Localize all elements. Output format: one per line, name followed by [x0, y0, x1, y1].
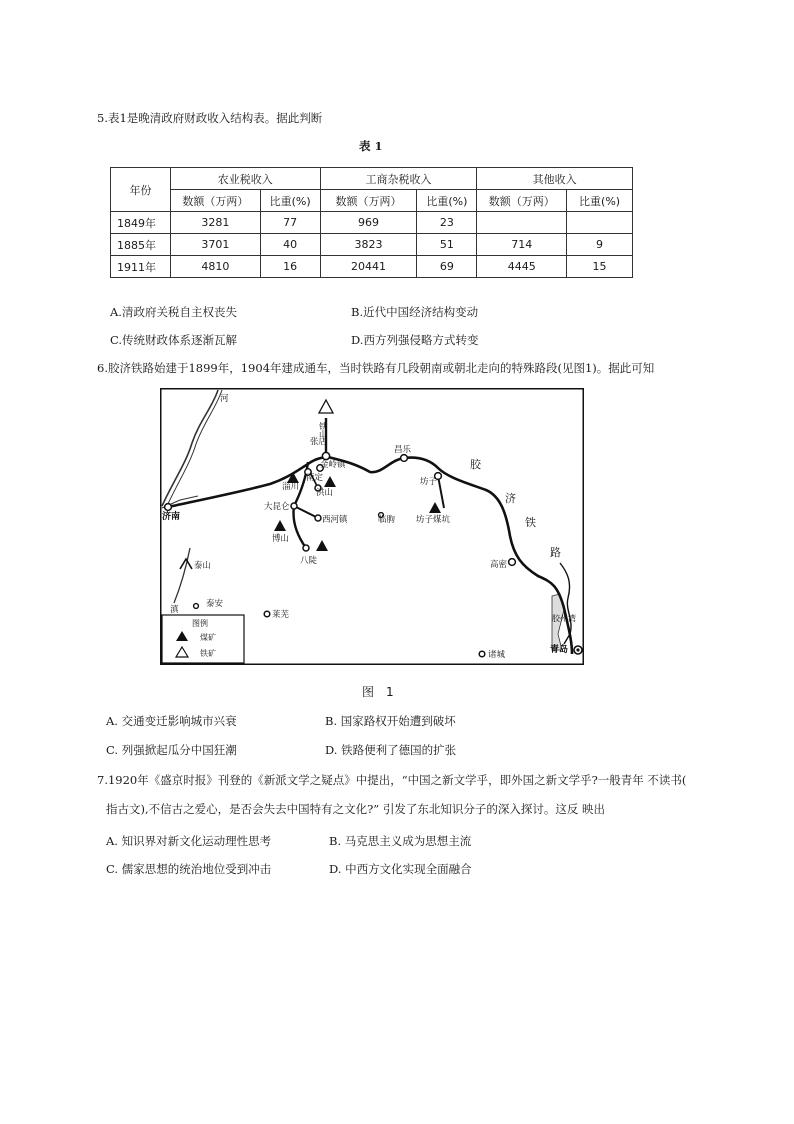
label-fangzi: 坊子: [420, 477, 438, 487]
legend-coal-label: 煤矿: [200, 633, 216, 642]
table-cell: 3823: [320, 234, 417, 256]
station-bapo: [303, 545, 309, 551]
label-gaomi: 高密: [490, 560, 508, 570]
table-cell: 9: [567, 234, 633, 256]
q5-stem: 5.表1是晚清政府财政收入结构表。据此判断: [97, 111, 323, 125]
label-changle: 昌乐: [394, 445, 412, 455]
table-cell: [567, 212, 633, 234]
label-taishan: 泰山: [194, 561, 212, 571]
q7-option-c[interactable]: C. 儒家思想的统治地位受到冲击: [106, 862, 272, 876]
subheader: 数额（万两）: [320, 190, 417, 212]
table-cell: 969: [320, 212, 417, 234]
label-zhucheng: 诸城: [488, 650, 506, 660]
label-jiaozhouwan: 胶州湾: [552, 614, 576, 623]
table-cell: 69: [417, 256, 477, 278]
table-cell: 15: [567, 256, 633, 278]
label-dakunlun: 大昆仑: [264, 502, 290, 512]
label-ji: 济: [505, 492, 516, 505]
station-dakunlun: [291, 503, 297, 509]
table-cell: 4445: [477, 256, 567, 278]
table-row: [111, 234, 633, 256]
label-xihezhen: 西河镇: [322, 515, 348, 525]
table-row: [111, 256, 633, 278]
station-jinan: [165, 504, 172, 511]
group-header: 工商杂税收入: [320, 168, 477, 190]
label-river: 河: [220, 394, 229, 404]
q5-option-c[interactable]: C.传统财政体系逐渐瓦解: [110, 333, 238, 347]
q6-option-b[interactable]: B. 国家路权开始遭到破坏: [325, 714, 456, 728]
table-cell: 40: [260, 234, 320, 256]
legend-title: 图例: [192, 619, 208, 628]
table-cell: 23: [417, 212, 477, 234]
q7-option-b[interactable]: B. 马克思主义成为思想主流: [329, 834, 472, 848]
figure-caption: 图 1: [362, 685, 394, 699]
table-cell: [477, 212, 567, 234]
city-laiwu: [264, 611, 270, 617]
q5-option-a[interactable]: A.清政府关税自主权丧失: [110, 305, 237, 319]
q5-option-b[interactable]: B.近代中国经济结构变动: [351, 305, 479, 319]
q7-stem-line2: 指古文),不信古之爱心，是否会失去中国特有之文化?” 引发了东北知识分子的深入探讨。这反 映出: [106, 802, 605, 816]
label-linqu: 临朐: [378, 515, 396, 525]
station-xihezhen: [315, 515, 321, 521]
label-jinlingzhen: 金岭镇: [320, 460, 346, 470]
city-zhucheng: [479, 651, 485, 657]
table-cell: 16: [260, 256, 320, 278]
label-bapo: 八陡: [300, 556, 318, 566]
q6-option-a[interactable]: A. 交通变迁影响城市兴衰: [106, 714, 237, 728]
subheader: 比重(%): [567, 190, 633, 212]
subheader: 数额（万两）: [477, 190, 567, 212]
label-tieshan: 铁山: [318, 422, 328, 438]
group-header: 农业税收入: [170, 168, 320, 190]
subheader: 比重(%): [417, 190, 477, 212]
label-bay-frag: 滇: [170, 605, 179, 615]
station-qingdao-dot: [576, 648, 579, 651]
q5-table-title: 表 1: [359, 139, 383, 153]
q7-option-a[interactable]: A. 知识界对新文化运动理性思考: [106, 834, 272, 848]
table-cell: 4810: [170, 256, 260, 278]
revenue-table: [110, 167, 633, 278]
railway-map: [160, 388, 584, 665]
label-fangzi-mine: 坊子煤坑: [416, 515, 451, 525]
subheader: 数额（万两）: [170, 190, 260, 212]
label-jiao: 胶: [470, 458, 481, 471]
year-header: 年份: [111, 168, 171, 212]
label-zichuan: 淄川: [282, 482, 300, 492]
q7-stem-line1: 7.1920年《盛京时报》刊登的《新派文学之疑点》中提出，“中国之新文学乎，即外国之新文学乎?一般青年 不读书(: [97, 773, 687, 787]
year-cell: 1849年: [111, 212, 171, 234]
table-subheader-row: [111, 190, 633, 212]
table-header-row: [111, 168, 633, 190]
q6-stem: 6.胶济铁路始建于1899年，1904年建成通车，当时铁路有几段朝南或朝北走向的特殊路段(见图1)。据此可知: [97, 361, 655, 375]
label-hongshan: 洪山: [316, 488, 334, 498]
table-cell: 3701: [170, 234, 260, 256]
label-nanding: 南定: [306, 473, 324, 483]
group-header: 其他收入: [477, 168, 633, 190]
table-cell: 77: [260, 212, 320, 234]
label-jinan: 济南: [162, 512, 181, 522]
label-qingdao: 青岛: [550, 645, 569, 655]
station-changle: [401, 455, 408, 462]
label-taian: 泰安: [206, 599, 224, 609]
table-cell: 3281: [170, 212, 260, 234]
table-cell: 20441: [320, 256, 417, 278]
table-cell: 714: [477, 234, 567, 256]
q5-option-d[interactable]: D.西方列强侵略方式转变: [351, 333, 479, 347]
year-cell: 1911年: [111, 256, 171, 278]
label-tie: 铁: [525, 516, 536, 529]
table-row: [111, 212, 633, 234]
station-zhangdian: [322, 452, 329, 459]
map-legend: [162, 615, 244, 663]
q7-option-d[interactable]: D. 中西方文化实现全面融合: [329, 862, 472, 876]
label-laiwu: 莱芜: [272, 610, 290, 620]
label-lu: 路: [550, 546, 561, 559]
label-boshan: 博山: [272, 534, 290, 544]
subheader: 比重(%): [260, 190, 320, 212]
q6-option-c[interactable]: C. 列强掀起瓜分中国狂潮: [106, 743, 237, 757]
label-zhangdian: 张店: [310, 437, 328, 447]
legend-iron-label: 铁矿: [200, 649, 216, 658]
q6-option-d[interactable]: D. 铁路便利了德国的扩张: [325, 743, 457, 757]
year-cell: 1885年: [111, 234, 171, 256]
table-cell: 51: [417, 234, 477, 256]
station-gaomi: [509, 559, 516, 566]
city-taian: [194, 604, 199, 609]
